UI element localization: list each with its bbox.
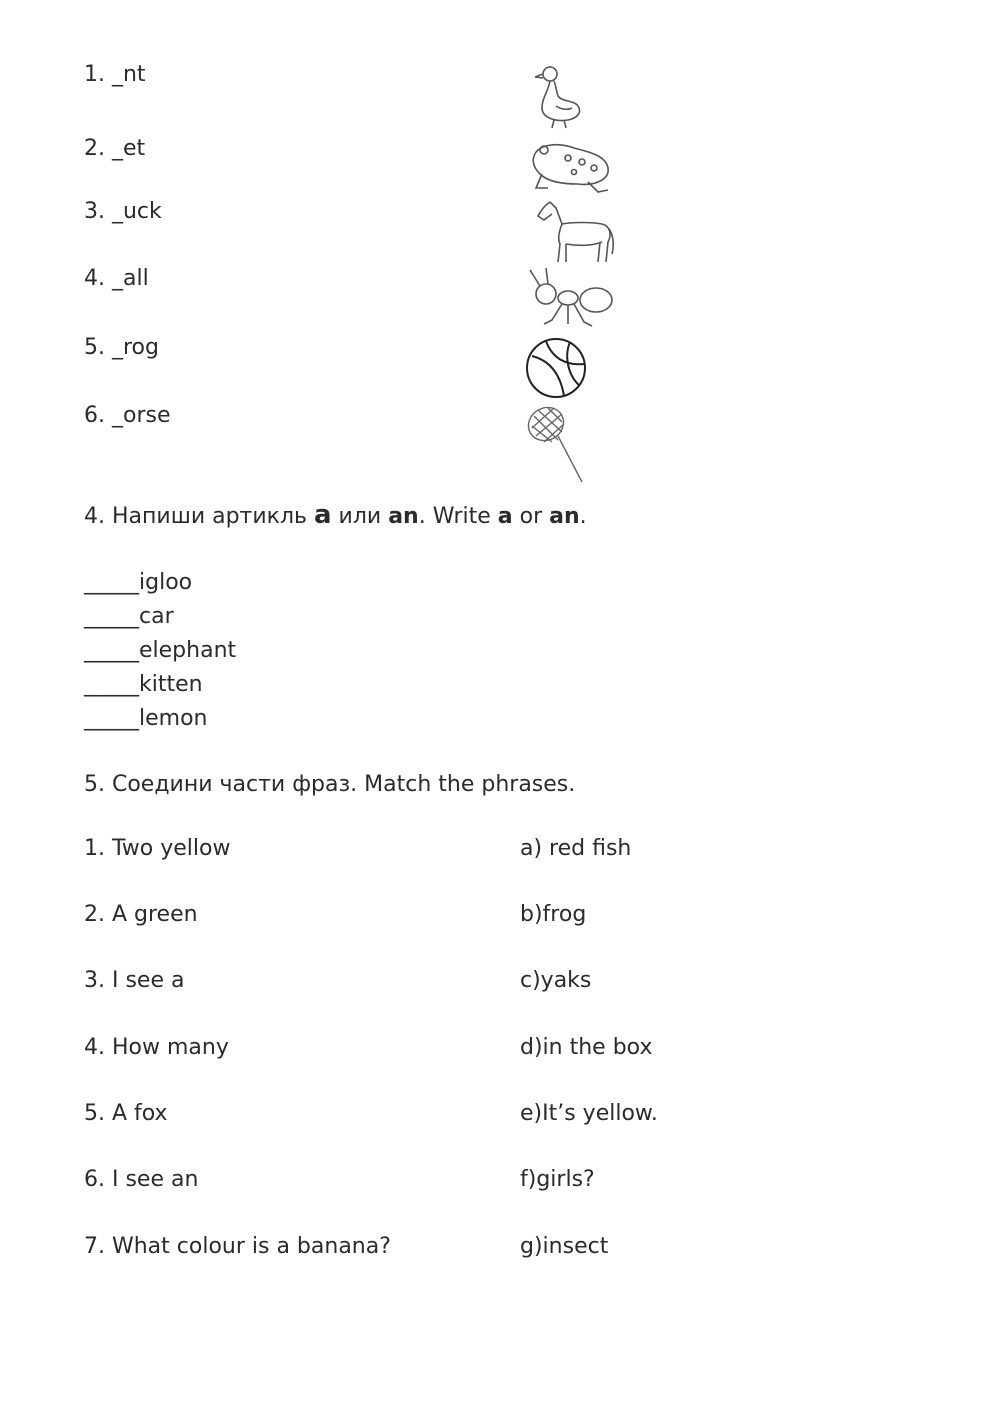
horse-icon [532,198,616,266]
item-2: 2. _et [84,136,146,161]
phrase-left-1: 1. Two yellow [84,836,231,861]
phrase-left-4: 4. How many [84,1035,229,1060]
article-row-2: _____car [84,604,174,629]
item-5: 5. _rog [84,335,159,360]
frog-icon [528,138,614,196]
article-row-1: _____igloo [84,570,193,595]
phrase-left-2: 2. A green [84,902,198,927]
article-row-4: _____kitten [84,672,203,697]
item-3: 3. _uck [84,199,162,224]
article-row-3: _____elephant [84,638,237,663]
phrase-right-d: d)in the box [520,1035,653,1060]
phrase-right-b: b)frog [520,902,587,927]
phrase-right-g: g)insect [520,1234,609,1259]
phrase-left-6: 6. I see an [84,1167,199,1192]
phrase-right-c: c)yaks [520,968,592,993]
item-6: 6. _orse [84,403,171,428]
phrase-left-3: 3. I see a [84,968,185,993]
phrase-right-a: a) red fish [520,836,632,861]
phrase-right-f: f)girls? [520,1167,595,1192]
ball-icon [524,336,588,400]
section5-title: 5. Соедини части фраз. Match the phrases. [84,772,576,797]
duck-icon [528,62,586,130]
section4-title: 4. Напиши артикль a или an. Write a or an. [84,500,587,530]
phrase-left-7: 7. What colour is a banana? [84,1234,391,1259]
ant-icon [522,264,616,334]
phrase-left-5: 5. A fox [84,1101,168,1126]
item-4: 4. _all [84,266,149,291]
net-icon [522,402,592,486]
item-1: 1. _nt [84,62,146,87]
phrase-right-e: e)It’s yellow. [520,1101,658,1126]
article-row-5: _____lemon [84,706,208,731]
